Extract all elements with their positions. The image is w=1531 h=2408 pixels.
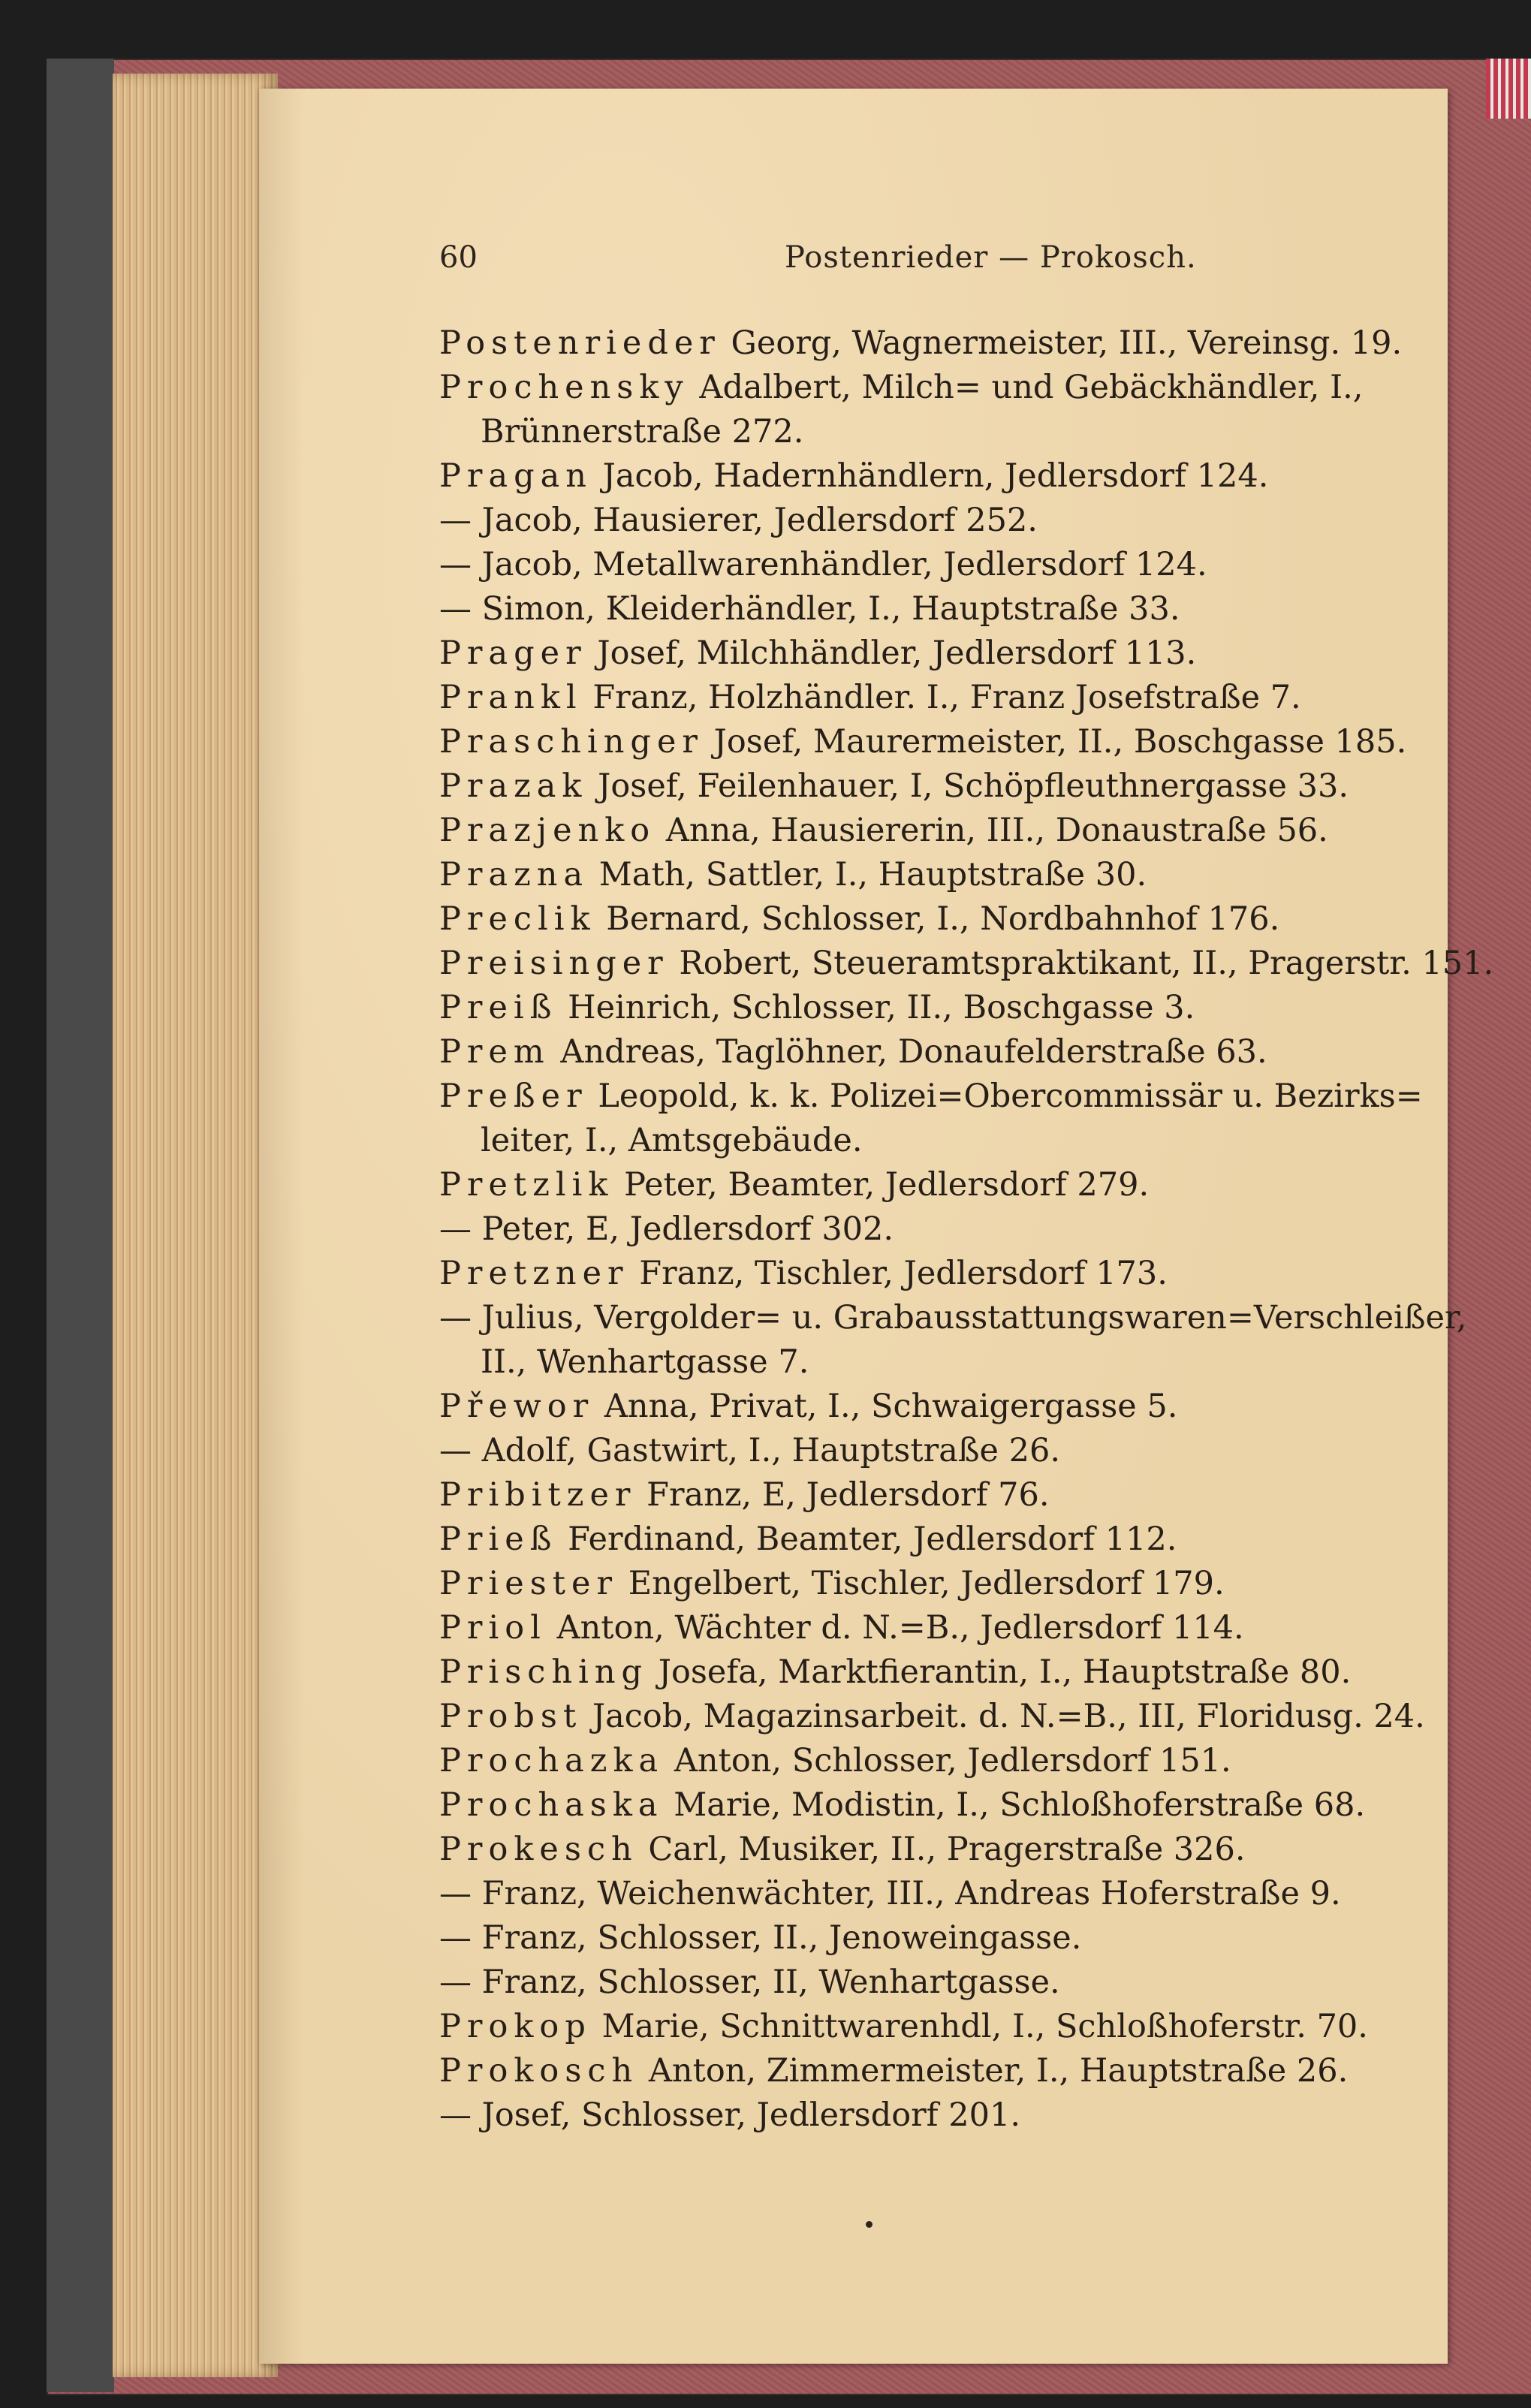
directory-entry xyxy=(439,1828,1513,1872)
directory-entry xyxy=(439,853,1513,897)
directory-entry xyxy=(439,720,1513,764)
entry-details: Jacob, Hausierer, Jedlersdorf 252. xyxy=(481,502,1038,539)
entry-surname: Prisching xyxy=(439,1653,649,1691)
directory-entry xyxy=(439,1163,1513,1207)
entry-repeat-dash: — xyxy=(439,590,472,628)
entry-details: Peter, Beamter, Jedlersdorf 279. xyxy=(624,1166,1150,1204)
entry-continuation: leiter, I., Amtsgebäude. xyxy=(481,1122,863,1159)
entry-details: Robert, Steueramtspraktikant, II., Pragerstr. 151. xyxy=(679,945,1494,982)
entry-details: Jacob, Metallwarenhändler, Jedlersdorf 124. xyxy=(481,546,1207,583)
directory-entry xyxy=(439,1385,1513,1429)
entry-surname: Preisinger xyxy=(439,945,669,982)
entry-details: Adolf, Gastwirt, I., Hauptstraße 26. xyxy=(481,1432,1061,1469)
entry-surname: Prazna xyxy=(439,856,589,894)
entry-surname: Praschinger xyxy=(439,723,704,761)
directory-entry xyxy=(439,321,1513,366)
entry-details: Peter, E, Jedlersdorf 302. xyxy=(481,1210,894,1248)
entry-surname: Pretzner xyxy=(439,1255,629,1292)
entry-details: Franz, E, Jedlersdorf 76. xyxy=(646,1476,1050,1514)
running-title: Postenrieder — Prokosch. xyxy=(785,240,1197,275)
entry-details: Franz, Schlosser, II, Wenhartgasse. xyxy=(481,1963,1060,2001)
directory-entry xyxy=(439,764,1513,809)
entry-surname: Prieß xyxy=(439,1520,558,1558)
entry-details: Ferdinand, Beamter, Jedlersdorf 112. xyxy=(568,1520,1177,1558)
entry-surname: Prem xyxy=(439,1033,550,1071)
directory-entry xyxy=(439,1207,1513,1252)
directory-entry xyxy=(439,1960,1513,2005)
directory-entry xyxy=(439,1739,1513,1783)
page-header xyxy=(439,240,1228,293)
entry-details: Josef, Maurermeister, II., Boschgasse 185. xyxy=(713,723,1407,761)
entry-details: Marie, Schnittwarenhdl, I., Schloßhoferstr. 70. xyxy=(601,2008,1368,2045)
directory-entry xyxy=(439,1916,1513,1960)
entry-details: Leopold, k. k. Polizei=Obercommissär u. Bezirks= xyxy=(598,1077,1423,1115)
entry-repeat-dash: — xyxy=(439,1963,472,2001)
directory-entry xyxy=(439,1695,1513,1739)
entry-details: Adalbert, Milch= und Gebäckhändler, I., xyxy=(699,369,1364,406)
entry-details: Carl, Musiker, II., Pragerstraße 326. xyxy=(648,1831,1246,1868)
directory-entry xyxy=(439,1473,1513,1517)
entry-details: Andreas, Taglöhner, Donaufelderstraße 63. xyxy=(560,1033,1267,1071)
entry-repeat-dash: — xyxy=(439,2096,472,2134)
directory-entry xyxy=(439,897,1513,942)
entry-details: Anna, Privat, I., Schwaigergasse 5. xyxy=(604,1388,1178,1425)
directory-entry xyxy=(439,676,1513,720)
entry-repeat-dash: — xyxy=(439,1210,472,1248)
directory-entry xyxy=(439,1783,1513,1828)
directory-entry xyxy=(439,1872,1513,1916)
entry-details: Anton, Wächter d. N.=B., Jedlersdorf 114. xyxy=(556,1609,1244,1647)
directory-entry xyxy=(439,1296,1513,1385)
footer-mark xyxy=(866,2221,872,2228)
entry-surname: Preclik xyxy=(439,900,596,938)
entry-details: Georg, Wagnermeister, III., Vereinsg. 19. xyxy=(731,324,1403,362)
directory-entry xyxy=(439,942,1513,986)
entry-surname: Pribitzer xyxy=(439,1476,637,1514)
entry-surname: Prager xyxy=(439,634,587,672)
entry-repeat-dash: — xyxy=(439,1432,472,1469)
directory-entry xyxy=(439,1252,1513,1296)
directory-entries xyxy=(439,321,1513,2138)
entry-surname: Prokosch xyxy=(439,2052,639,2090)
directory-entry xyxy=(439,366,1513,454)
entry-surname: Přewor xyxy=(439,1388,595,1425)
entry-details: Josefa, Marktfierantin, I., Hauptstraße 80. xyxy=(658,1653,1352,1691)
entry-details: Anton, Zimmermeister, I., Hauptstraße 26. xyxy=(648,2052,1349,2090)
directory-entry xyxy=(439,631,1513,676)
entry-surname: Priol xyxy=(439,1609,547,1647)
entry-surname: Pretzlik xyxy=(439,1166,614,1204)
directory-entry xyxy=(439,587,1513,631)
directory-entry xyxy=(439,1030,1513,1074)
entry-surname: Prochazka xyxy=(439,1742,665,1780)
entry-continuation: II., Wenhartgasse 7. xyxy=(481,1343,809,1381)
entry-details: Franz, Tischler, Jedlersdorf 173. xyxy=(639,1255,1168,1292)
entry-details: Engelbert, Tischler, Jedlersdorf 179. xyxy=(628,1565,1225,1602)
entry-details: Bernard, Schlosser, I., Nordbahnhof 176. xyxy=(606,900,1280,938)
directory-entry xyxy=(439,1074,1513,1163)
directory-entry xyxy=(439,499,1513,543)
bookmark-ribbon xyxy=(1486,59,1531,119)
entry-surname: Probst xyxy=(439,1698,583,1735)
directory-entry xyxy=(439,2049,1513,2093)
entry-surname: Prochensky xyxy=(439,369,689,406)
entry-surname: Prazak xyxy=(439,767,588,805)
page-number: 60 xyxy=(439,240,478,275)
directory-entry xyxy=(439,1606,1513,1650)
entry-surname: Pragan xyxy=(439,457,592,495)
entry-details: Jacob, Hadernhändlern, Jedlersdorf 124. xyxy=(602,457,1269,495)
directory-entry xyxy=(439,1650,1513,1695)
directory-entry xyxy=(439,809,1513,853)
entry-surname: Preiß xyxy=(439,989,558,1026)
entry-repeat-dash: — xyxy=(439,1875,472,1912)
entry-details: Simon, Kleiderhändler, I., Hauptstraße 33. xyxy=(481,590,1180,628)
entry-surname: Prochaska xyxy=(439,1786,664,1824)
entry-details: Franz, Holzhändler. I., Franz Josefstraße 7. xyxy=(592,679,1301,716)
entry-surname: Prazjenko xyxy=(439,812,656,849)
entry-details: Julius, Vergolder= u. Grabausstattungswaren=Verschleißer, xyxy=(481,1299,1467,1337)
entry-surname: Prankl xyxy=(439,679,583,716)
page-stack xyxy=(113,74,278,2377)
entry-details: Josef, Schlosser, Jedlersdorf 201. xyxy=(481,2096,1020,2134)
directory-entry xyxy=(439,2093,1513,2138)
entry-details: Franz, Weichenwächter, III., Andreas Hoferstraße 9. xyxy=(481,1875,1341,1912)
entry-details: Anton, Schlosser, Jedlersdorf 151. xyxy=(674,1742,1231,1780)
directory-entry xyxy=(439,1562,1513,1606)
entry-surname: Prokop xyxy=(439,2008,592,2045)
directory-entry xyxy=(439,1429,1513,1473)
entry-surname: Preßer xyxy=(439,1077,588,1115)
entry-details: Marie, Modistin, I., Schloßhoferstraße 68. xyxy=(674,1786,1366,1824)
entry-details: Josef, Milchhändler, Jedlersdorf 113. xyxy=(597,634,1197,672)
entry-repeat-dash: — xyxy=(439,1299,472,1337)
entry-details: Josef, Feilenhauer, I, Schöpfleuthnergasse 33. xyxy=(598,767,1349,805)
directory-entry xyxy=(439,1517,1513,1562)
entry-repeat-dash: — xyxy=(439,502,472,539)
entry-surname: Postenrieder xyxy=(439,324,721,362)
entry-details: Anna, Hausiererin, III., Donaustraße 56. xyxy=(665,812,1328,849)
entry-repeat-dash: — xyxy=(439,1919,472,1957)
directory-entry xyxy=(439,986,1513,1030)
entry-surname: Prokesch xyxy=(439,1831,638,1868)
directory-entry xyxy=(439,2005,1513,2049)
entry-details: Math, Sattler, I., Hauptstraße 30. xyxy=(598,856,1147,894)
entry-details: Heinrich, Schlosser, II., Boschgasse 3. xyxy=(568,989,1195,1026)
entry-surname: Priester xyxy=(439,1565,619,1602)
entry-details: Jacob, Magazinsarbeit. d. N.=B., III, Floridusg. 24. xyxy=(592,1698,1425,1735)
directory-entry xyxy=(439,543,1513,587)
entry-continuation: Brünnerstraße 272. xyxy=(481,413,804,451)
book-spine-edge xyxy=(47,59,114,2392)
directory-entry xyxy=(439,454,1513,499)
entry-repeat-dash: — xyxy=(439,546,472,583)
entry-details: Franz, Schlosser, II., Jenoweingasse. xyxy=(481,1919,1082,1957)
